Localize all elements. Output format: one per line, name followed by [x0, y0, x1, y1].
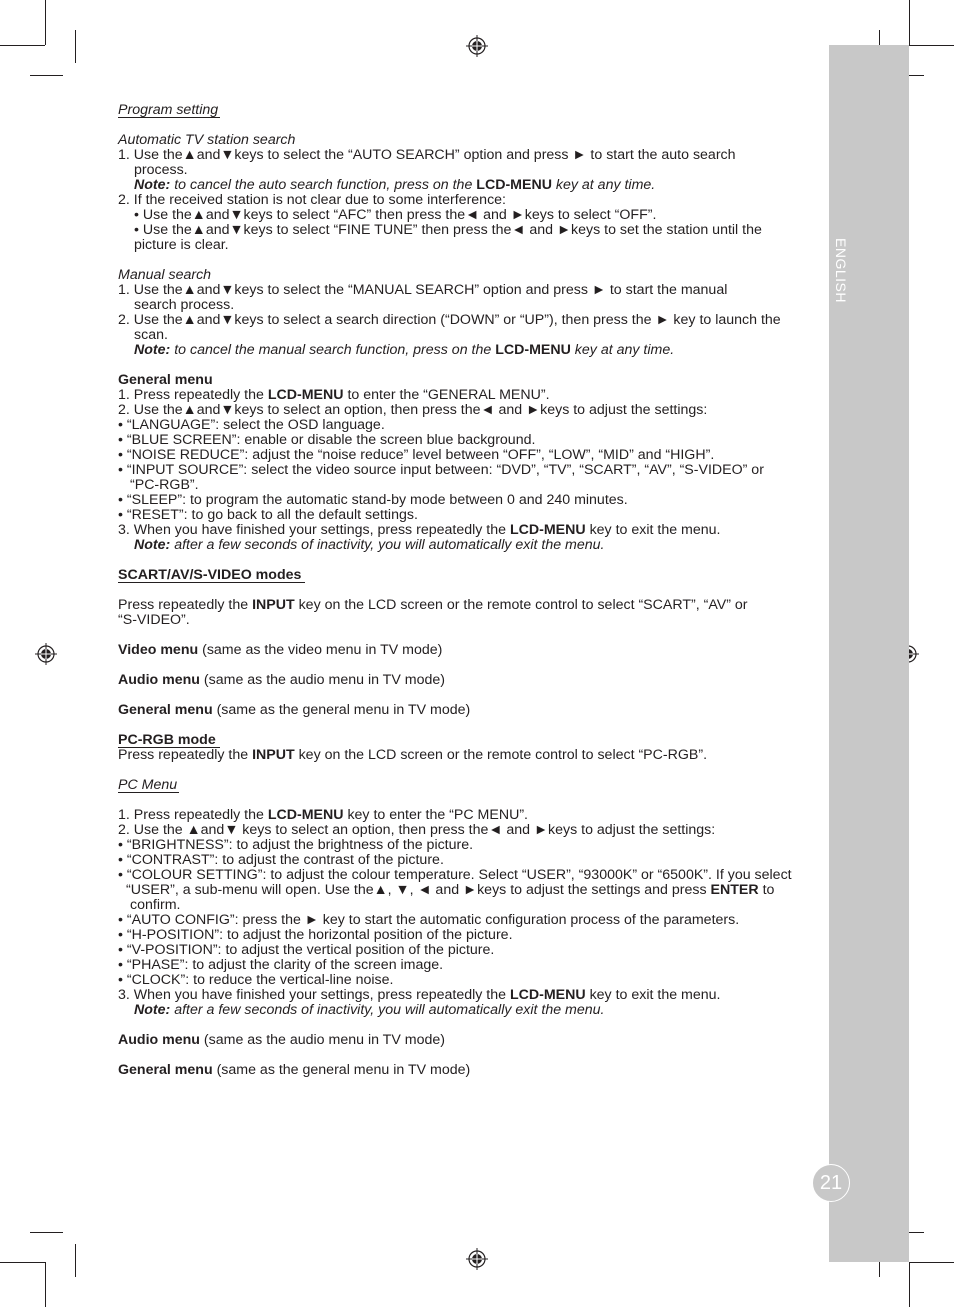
pc-step-3: 3. When you have finished your settings, press repeatedly the LCD-MENU key to exit the menu. [118, 987, 721, 1003]
general-bullet: • “BLUE SCREEN”: enable or disable the screen blue background. [118, 432, 536, 448]
section-heading-pc-menu: PC Menu [118, 777, 178, 793]
auto-note: Note: to cancel the auto search function, press on the LCD-MENU key at any time. [134, 177, 656, 193]
scart-paragraph-cont: “S-VIDEO”. [118, 612, 190, 628]
auto-step-2: 2. If the received station is not clear due to some interference: [118, 192, 507, 208]
subsection-title-auto-search: Automatic TV station search [118, 132, 296, 148]
auto-bullet-fine-tune-cont: picture is clear. [134, 237, 229, 253]
scart-audio-menu: Audio menu (same as the audio menu in TV mode) [118, 672, 445, 688]
language-sidebar [829, 45, 909, 1262]
general-step-3: 3. When you have finished your settings, press repeatedly the LCD-MENU key to exit the menu. [118, 522, 721, 538]
pc-step-1: 1. Press repeatedly the LCD-MENU key to enter the “PC MENU”. [118, 807, 528, 823]
pc-note: Note: after a few seconds of inactivity, you will automatically exit the menu. [134, 1002, 605, 1018]
crop-mark [75, 1244, 76, 1277]
manual-step-1: 1. Use the▲and▼keys to select the “MANUAL SEARCH” option and press ► to start the manual [118, 282, 728, 298]
section-heading-pc-rgb: PC-RGB mode [118, 733, 220, 748]
scart-video-menu: Video menu (same as the video menu in TV mode) [118, 642, 443, 658]
registration-mark-icon [35, 643, 57, 665]
language-tab [833, 238, 853, 308]
general-bullet: • “SLEEP”: to program the automatic stand-by mode between 0 and 240 minutes. [118, 492, 628, 508]
pc-bullet: • “BRIGHTNESS”: to adjust the brightness of the picture. [118, 837, 474, 853]
pc-bullet: • “AUTO CONFIG”: press the ► key to start the automatic configuration process of the parameters. [118, 912, 740, 928]
auto-bullet-fine-tune: • Use the▲and▼keys to select “FINE TUNE” then press the◄ and ►keys to set the station until the [134, 222, 762, 238]
general-bullet: • “LANGUAGE”: select the OSD language. [118, 417, 385, 433]
crop-mark [909, 1262, 954, 1263]
pc-bullet: • “H-POSITION”: to adjust the horizontal position of the picture. [118, 927, 513, 943]
manual-page-content [118, 103, 818, 1078]
subsection-title-general-menu: General menu [118, 372, 213, 388]
auto-bullet-afc: • Use the▲and▼keys to select “AFC” then press the◄ and ►keys to select “OFF”. [134, 207, 657, 223]
pc-bullet: • “PHASE”: to adjust the clarity of the screen image. [118, 957, 444, 973]
auto-step-1-cont: process. [134, 162, 188, 178]
pc-bullet-cont: “USER”, a sub-menu will open. Use the▲, ▼, ◄ and ►keys to adjust the settings and press ENTER to [126, 882, 775, 898]
crop-mark [30, 75, 63, 76]
pcrgb-paragraph: Press repeatedly the INPUT key on the LCD screen or the remote control to select “PC-RGB”. [118, 747, 708, 763]
pc-bullet: • “CLOCK”: to reduce the vertical-line noise. [118, 972, 394, 988]
pc-bullet: • “CONTRAST”: to adjust the contrast of the picture. [118, 852, 444, 868]
crop-mark [909, 1262, 910, 1307]
general-step-2: 2. Use the▲and▼keys to select an option, then press the◄ and ►keys to adjust the settings: [118, 402, 708, 418]
section-heading-scart: SCART/AV/S-VIDEO modes [118, 568, 305, 583]
crop-mark [0, 1262, 45, 1263]
pc-bullet-cont: confirm. [130, 897, 181, 913]
pc-audio-menu: Audio menu (same as the audio menu in TV mode) [118, 1032, 445, 1048]
pc-bullet: • “V-POSITION”: to adjust the vertical position of the picture. [118, 942, 495, 958]
general-bullet: • “INPUT SOURCE”: select the video source input between: “DVD”, “TV”, “SCART”, “AV”, “S-VIDEO” or [118, 462, 764, 478]
manual-note: Note: to cancel the manual search function, press on the LCD-MENU key at any time. [134, 342, 675, 358]
crop-mark [909, 0, 910, 45]
general-bullet-cont: “PC-RGB”. [130, 477, 199, 493]
crop-mark [45, 1262, 46, 1307]
auto-step-1: 1. Use the▲and▼keys to select the “AUTO SEARCH” option and press ► to start the auto search [118, 147, 736, 163]
page-number: 21 [812, 1164, 850, 1202]
pc-general-menu: General menu (same as the general menu in TV mode) [118, 1062, 471, 1078]
language-label: ENGLISH [833, 238, 849, 303]
general-note: Note: after a few seconds of inactivity, you will automatically exit the menu. [134, 537, 605, 553]
manual-step-2: 2. Use the▲and▼keys to select a search direction (“DOWN” or “UP”), then press the ► key to launch the [118, 312, 781, 328]
crop-mark [909, 45, 954, 46]
crop-mark [30, 1232, 63, 1233]
crop-mark [0, 45, 45, 46]
registration-mark-icon [466, 35, 488, 57]
general-step-1: 1. Press repeatedly the LCD-MENU to enter the “GENERAL MENU”. [118, 387, 550, 403]
subsection-title-manual-search: Manual search [118, 267, 212, 283]
section-heading-program-setting: Program setting [118, 102, 219, 118]
registration-mark-icon [466, 1248, 488, 1270]
pc-step-2: 2. Use the ▲and▼ keys to select an option, then press the◄ and ►keys to adjust the settings: [118, 822, 716, 838]
scart-paragraph: Press repeatedly the INPUT key on the LCD screen or the remote control to select “SCART”, “AV” or [118, 597, 748, 613]
manual-step-2-cont: scan. [134, 327, 168, 343]
crop-mark [45, 0, 46, 45]
pc-bullet: • “COLOUR SETTING”: to adjust the colour temperature. Select “USER”, “93000K” or “6500K”. If you select [118, 867, 792, 883]
crop-mark [75, 30, 76, 63]
manual-step-1-cont: search process. [134, 297, 235, 313]
general-bullet: • “RESET”: to go back to all the default settings. [118, 507, 418, 523]
general-bullet: • “NOISE REDUCE”: adjust the “noise reduce” level between “OFF”, “LOW”, “MID” and “HIGH”. [118, 447, 715, 463]
scart-general-menu: General menu (same as the general menu in TV mode) [118, 702, 471, 718]
